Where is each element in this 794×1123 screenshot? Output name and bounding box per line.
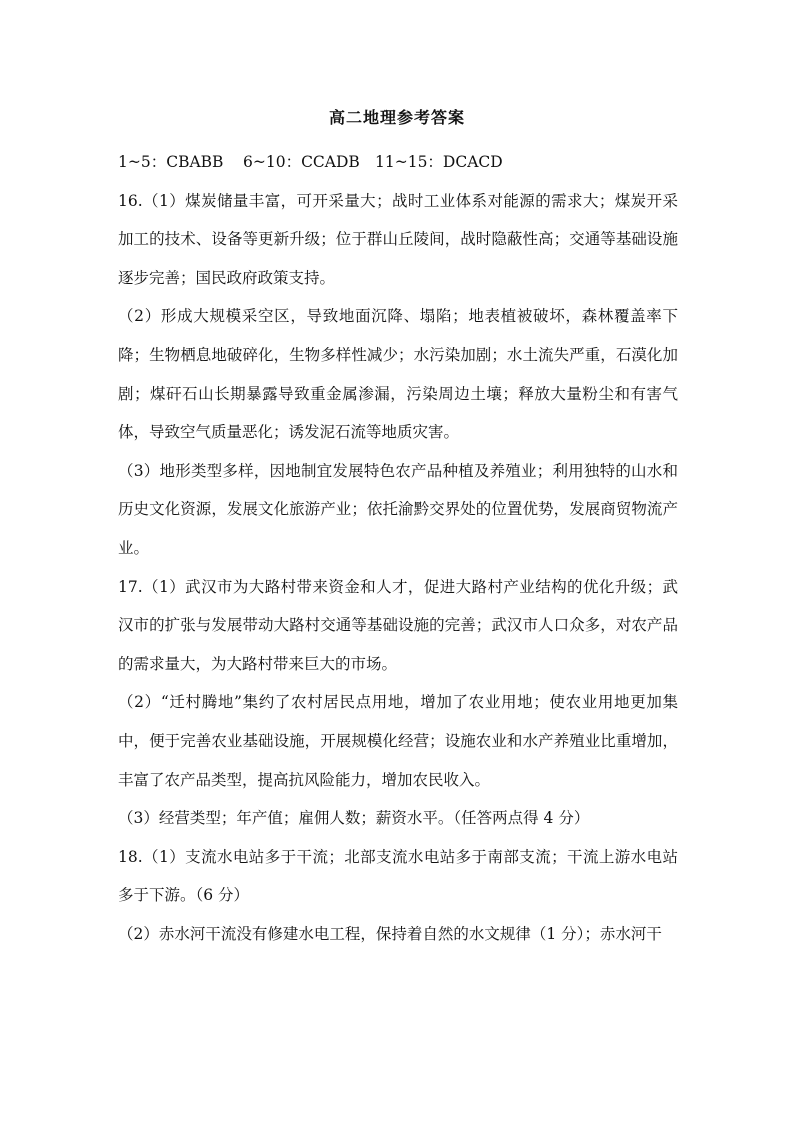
answer-17-2: （2）“迁村腾地”集约了农村居民点用地，增加了农业用地；使农业用地更加集中，便于完善农业基础设施，开展规模化经营；设施农业和水产养殖业比重增加，丰富了农产品类型，提高抗风险能力，增加农民收入。	[118, 693, 678, 789]
page-title: 高二地理参考答案	[328, 108, 465, 127]
answer-18-1: 18.（1）支流水电站多于干流；北部支流水电站多于南部支流；干流上游水电站多于下游。（6 分）	[118, 847, 678, 905]
answer-17-1: 17.（1）武汉市为大路村带来资金和人才，促进大路村产业结构的优化升级；武汉市的扩张与发展带动大路村交通等基础设施的完善；武汉市人口众多，对农产品的需求量大，为大路村带来巨大的市场。	[118, 577, 678, 673]
mc-group-1-5: 1~5：CBABB	[118, 153, 224, 171]
answer-body	[118, 143, 678, 953]
answer-16-2: （2）形成大规模采空区，导致地面沉降、塌陷；地表植被破坏，森林覆盖率下降；生物栖息地破碎化，生物多样性减少；水污染加剧；水土流失严重，石漠化加剧；煤矸石山长期暴露导致重金属渗漏，污染周边土壤；释放大量粉尘和有害气体，导致空气质量恶化；诱发泥石流等地质灾害。	[118, 307, 678, 442]
answer-17-3: （3）经营类型；年产值；雇佣人数；薪资水平。（任答两点得 4 分）	[118, 809, 590, 828]
answer-18-2: （2）赤水河干流没有修建水电工程，保持着自然的水文规律（1 分）；赤水河干	[118, 924, 662, 943]
answer-16-1: 16.（1）煤炭储量丰富，可开采量大；战时工业体系对能源的需求大；煤炭开采加工的技术、设备等更新升级；位于群山丘陵间，战时隐蔽性高；交通等基础设施逐步完善；国民政府政策支持。	[118, 191, 678, 287]
mc-group-11-15: 11~15：DCACD	[375, 153, 503, 171]
multiple-choice-answers	[118, 143, 678, 182]
mc-group-6-10: 6~10：CCADB	[243, 153, 360, 171]
answer-16-3: （3）地形类型多样，因地制宜发展特色农产品种植及养殖业；利用独特的山水和历史文化资源，发展文化旅游产业；依托渝黔交界处的位置优势，发展商贸物流产业。	[118, 461, 678, 557]
